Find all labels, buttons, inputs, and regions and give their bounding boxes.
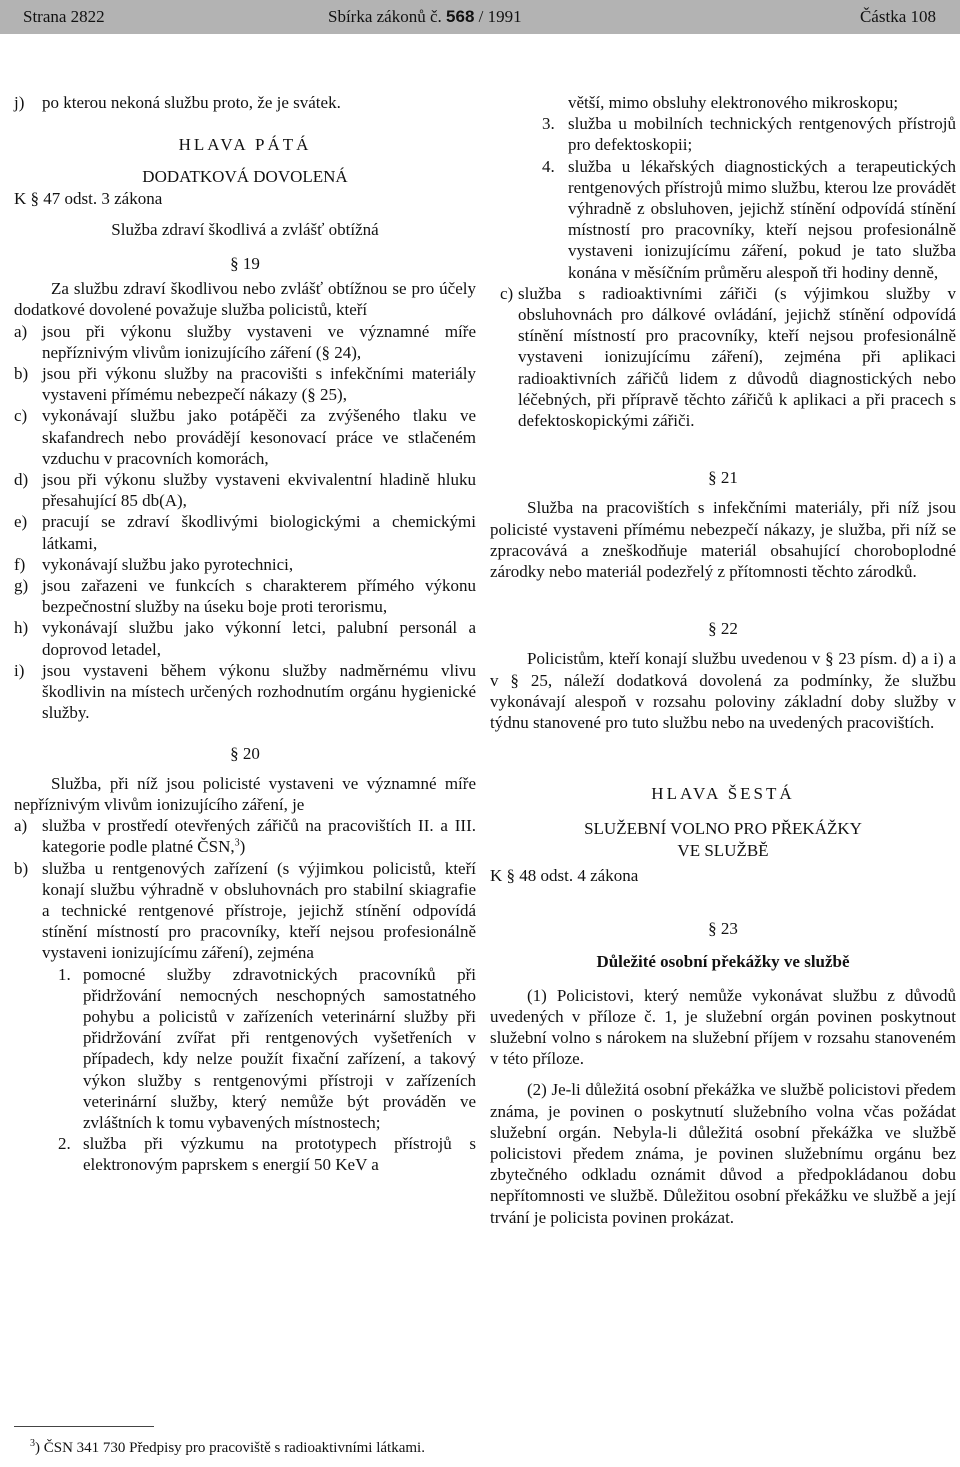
law-reference: K § 48 odst. 4 zákona bbox=[490, 865, 639, 885]
item-label: 1. bbox=[58, 964, 71, 984]
section-text: Policistům, kteří konají službu uvedenou v § 23 písm. d) a i) a v § 25, náleží dodatková dovolená za podmínky, že službu vykonávají alespoň v rozsahu poloviny základní doby služby v týdnu stanovené pro tuto službu nebo na uvedených pracovištích. bbox=[490, 649, 956, 733]
section-text: Služba na pracovištích s infekčními materiály, při níž jsou policisté vystaveni přímému nebezpečí nákazy, je služba, při níž se zpracovává a zneškodňuje materiál obsahující choroboplodné zárodky nebo materiál podezřelý z přítomnosti těchto zárodků. bbox=[490, 498, 956, 582]
paragraph: (1) Policistovi, který nemůže vykonávat službu z důvodů uvedených v příloze č. 1, je služební orgán povinen poskytnout služební volno s nárokem na služební příjem v rozsahu stanoveném v této příloze. bbox=[490, 985, 956, 1069]
item-text: služba u rentgenových zařízení (s výjimkou policistů, kteří konají službu výhradně v obsluhovnách pro stabilní skiagrafie a technické rentgenové přístroje, jejichž stínění odpovídá stínění místností pro pracovníky, kteří nejsou profesionálně vystaveni ionizujícímu záření), zejména bbox=[42, 858, 476, 963]
section-number: § 20 bbox=[230, 744, 260, 764]
section-number: § 19 bbox=[230, 254, 260, 274]
chapter-subtitle: VE SLUŽBĚ bbox=[677, 840, 769, 860]
footnote-marker: 3 bbox=[234, 837, 240, 849]
section-intro: Za službu zdraví škodlivou nebo zvlášť obtížnou se pro účely dodatkové dovolené považuje služba policistů, kteří bbox=[14, 279, 476, 320]
item-text: jsou vystaveni během výkonu služby nadměrnému vlivu škodlivin na místech určených rozhodnutím orgánu hygienické služby. bbox=[42, 660, 476, 723]
item-label: b) bbox=[14, 858, 29, 878]
list-item bbox=[14, 511, 476, 553]
list-item bbox=[14, 858, 476, 964]
section-number: § 23 bbox=[708, 919, 738, 939]
item-label: h) bbox=[14, 618, 29, 638]
sub-list-item bbox=[490, 113, 956, 155]
item-label: b) bbox=[14, 364, 29, 384]
collection-prefix: Sbírka zákonů č. bbox=[328, 7, 447, 26]
section-heading: Služba zdraví škodlivá a zvlášť obtížná bbox=[111, 219, 379, 239]
item-text: po kterou nekoná službu proto, že je svátek. bbox=[42, 93, 341, 112]
section-number: § 22 bbox=[708, 619, 738, 639]
list-item bbox=[14, 575, 476, 617]
list-item bbox=[14, 554, 476, 575]
list-item bbox=[14, 405, 476, 469]
footnote bbox=[30, 1440, 425, 1457]
list-item bbox=[490, 283, 956, 431]
footnote-marker-close: ) bbox=[239, 837, 246, 857]
footnote-number: 3 bbox=[30, 1438, 35, 1449]
sub-list-item bbox=[490, 156, 956, 283]
sub-list-item bbox=[14, 964, 476, 1134]
item-text: vykonávají službu jako pyrotechnici, bbox=[42, 554, 294, 574]
item-text: pracují se zdraví škodlivými biologickými a chemickými látkami, bbox=[42, 512, 476, 553]
sub-list-item bbox=[14, 1133, 476, 1175]
item-label: d) bbox=[14, 470, 29, 490]
item-text: jsou při výkonu služby vystaveni ve významné míře nepříznivým vlivům ionizujícího záření (§ 24), bbox=[42, 321, 476, 362]
item-text: služba u lékařských diagnostických a terapeutických rentgenových přístrojů mimo službu, kterou lze provádět výhradně z obsluhoven, jejichž stínění odpovídá stínění místností pro pracovníky, kteří nejsou profesionálně vystaveni ionizujícímu záření, pokud je tato služba konána v měsíčním průměru alespoň tři hodiny denně, bbox=[568, 156, 956, 282]
collection-reference bbox=[328, 0, 522, 34]
item-text: služba při výzkumu na prototypech přístrojů s elektronovým paprskem s energií 50 KeV a bbox=[83, 1134, 476, 1175]
item-label: f) bbox=[14, 554, 26, 574]
item-text: služba v prostředí otevřených zářičů na pracovištích II. a III. kategorie podle platné ČSN, bbox=[42, 816, 476, 857]
list-item bbox=[14, 617, 476, 659]
list-item bbox=[14, 321, 476, 363]
item-label: j) bbox=[14, 93, 25, 112]
list-item bbox=[14, 469, 476, 511]
item-label: 2. bbox=[58, 1134, 71, 1154]
item-label: i) bbox=[14, 660, 25, 680]
item-label: c) bbox=[14, 406, 28, 426]
collection-year: / 1991 bbox=[474, 7, 522, 26]
item-label: e) bbox=[14, 512, 28, 532]
law-reference: K § 47 odst. 3 zákona bbox=[14, 188, 163, 208]
footnote-text: ) ČSN 341 730 Předpisy pro pracoviště s radioaktivními látkami. bbox=[35, 1440, 425, 1456]
page-header bbox=[0, 0, 960, 34]
paragraph: (2) Je-li důležitá osobní překážka ve službě policistovi předem známa, je povinen o poskytnutí služebního volna včas požádat služební orgán. Nebyla-li důležitá osobní překážka ve službě policistovi předem známa, je povinen služebnímu orgánu bez zbytečného odkladu oznámit důvod a předpokládanou dobu nepřítomnosti ve službě. Důležitou osobní překážku ve službě a její trvání je policista povinen prokázat. bbox=[490, 1080, 956, 1227]
item-text: vykonávají službu jako potápěči za zvýšeného tlaku ve skafandrech nebo provádějí kesonovací práce ve stlačeném vzduchu v pracovních komorách, bbox=[42, 406, 476, 468]
item-label: a) bbox=[14, 321, 28, 341]
chapter-title: HLAVA ŠESTÁ bbox=[651, 784, 795, 804]
continued-text: větší, mimo obsluhy elektronového mikroskopu; bbox=[568, 93, 899, 112]
left-column bbox=[14, 92, 476, 1176]
list-item-j bbox=[14, 92, 476, 113]
item-label: g) bbox=[14, 576, 29, 596]
list-item bbox=[14, 815, 476, 857]
item-label: 4. bbox=[542, 156, 555, 176]
collection-number: 568 bbox=[446, 7, 475, 26]
section-heading: Důležité osobní překážky ve službě bbox=[596, 952, 850, 972]
item-text: vykonávají službu jako výkonní letci, palubní personál a doprovod letadel, bbox=[42, 618, 476, 659]
item-label: a) bbox=[14, 816, 28, 836]
item-text: jsou při výkonu služby na pracovišti s infekčními materiály vystaveni přímému nebezpečí nákazy (§ 25), bbox=[42, 364, 476, 405]
item-label: 3. bbox=[542, 114, 555, 134]
right-column bbox=[490, 92, 956, 1228]
section-number: § 21 bbox=[708, 468, 738, 488]
item-text: jsou při výkonu služby vystaveni ekvivalentní hladině hluku přesahující 85 db(A), bbox=[42, 470, 476, 511]
list-item bbox=[14, 363, 476, 405]
page-number: Strana 2822 bbox=[23, 7, 105, 26]
item-text: služba u mobilních technických rentgenových přístrojů pro defektoskopii; bbox=[568, 114, 956, 155]
item-text: služba s radioaktivními zářiči (s výjimkou služby v obsluhovnách pro dálkové ovládání, jejichž stínění odpovídá stínění místností pro pracovníky, kteří nejsou profesionálně vystaveni ionizujícímu záření), zejména při aplikaci radioaktivních zářičů lidem z důvodů diagnostických nebo léčebných, při přípravě těchto zářičů k aplikaci a při pracech s defektoskopickými zářiči. bbox=[518, 283, 956, 431]
part-number: Částka 108 bbox=[859, 7, 936, 26]
section-intro: Služba, při níž jsou policisté vystaveni ve významné míře nepříznivým vlivům ionizujícího záření, je bbox=[14, 773, 476, 814]
item-label: c) bbox=[500, 283, 514, 303]
item-text: jsou zařazeni ve funkcích s charakterem přímého výkonu bezpečnostní služby na úseku boje proti terorismu, bbox=[42, 576, 476, 617]
item-text: pomocné služby zdravotnických pracovníků při přidržování nemocných neschopných samostatného pohybu a policistů v zařízeních veterinární služby při přidržování zvířat při rentgenových vyšetřeních v případech, kdy nelze použít fixační zařízení, a takový výkon služby s rentgenovými přístroji v zařízeních veterinární služby, který nemůže být prováděn ve zvláštních k tomu vybavených místnostech; bbox=[83, 964, 476, 1132]
footnote-divider bbox=[14, 1426, 154, 1427]
list-item bbox=[14, 660, 476, 724]
chapter-title: HLAVA PÁTÁ bbox=[178, 135, 312, 155]
chapter-subtitle: SLUŽEBNÍ VOLNO PRO PŘEKÁŽKY bbox=[584, 819, 862, 839]
chapter-subtitle: DODATKOVÁ DOVOLENÁ bbox=[142, 167, 348, 187]
